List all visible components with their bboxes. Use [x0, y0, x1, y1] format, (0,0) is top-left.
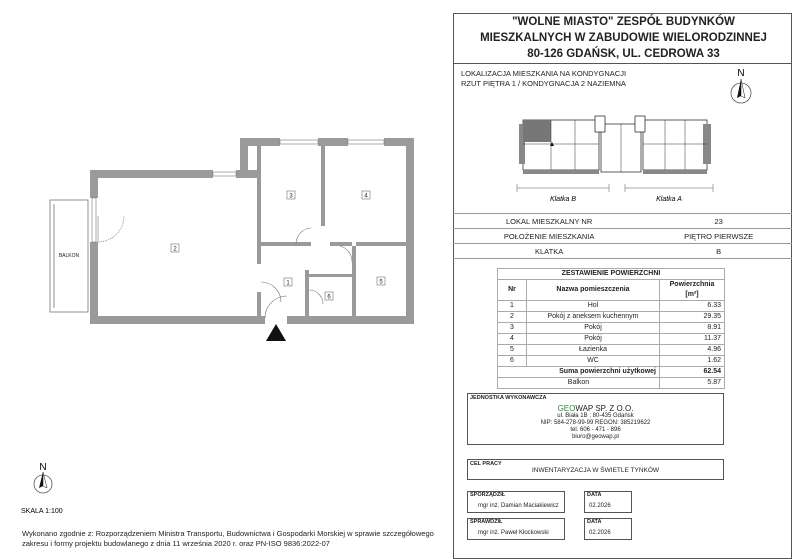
- balcony-row: Balkon 5.87: [498, 378, 725, 389]
- checked-date: 02.2026: [589, 530, 611, 536]
- klatka-b-label: Klatka B: [549, 196, 577, 203]
- project-title: "WOLNE MIASTO" ZESPÓŁ BUDYNKÓW MIESZKALNYCH W ZABUDOWIE WIELORODZINNEJ 80-126 GDAŃSK, UL. CEDROWA 33: [480, 16, 767, 60]
- regulation-footer: Wykonano zgodnie z: Rozporządzeniem Ministra Transportu, Budownictwa i Gospodarki Morskiej w sprawie szczegółowego zakresu i formy projektu budowlanego z dnia 11 września 2020 r. oraz PN-ISO 9836:2022-07: [22, 529, 434, 548]
- area-table-heading: ZESTAWIENIE POWIERZCHNI: [498, 269, 725, 280]
- prepared-by-name: mgr inż. Damian Maciakiewicz: [478, 503, 559, 509]
- room-label-1: 1: [286, 280, 290, 287]
- purpose-heading: CEL PRACY: [470, 461, 502, 467]
- company-name-rest: WAP SP. Z O.O.: [575, 404, 634, 413]
- table-row: 6 WC 1.62: [498, 356, 725, 367]
- klatka-a-label: Klatka A: [656, 196, 682, 203]
- apartment-info-table: [453, 213, 792, 259]
- balcony-label: BALKON: [58, 253, 80, 259]
- svg-text:N: N: [737, 68, 745, 79]
- table-row: 1 Hol 6.33: [498, 301, 725, 312]
- prepared-by-label: SPORZĄDZIŁ: [470, 492, 506, 498]
- room-label-6: 6: [327, 294, 331, 301]
- company-name-geo: GEO: [557, 404, 576, 413]
- info-row: POŁOŻENIE MIESZKANIA PIĘTRO PIERWSZE: [453, 229, 792, 244]
- table-row: 5 Łazienka 4.96: [498, 345, 725, 356]
- contractor-heading: JEDNOSTKA WYKONAWCZA: [470, 395, 547, 401]
- prepared-date: 02.2026: [589, 503, 611, 509]
- checked-by-name: mgr inż. Paweł Kłockowski: [478, 530, 549, 536]
- prepared-date-label: DATA: [587, 492, 602, 498]
- table-row: 2 Pokój z aneksem kuchennym 29.35: [498, 312, 725, 323]
- svg-text:N: N: [39, 462, 47, 473]
- sum-row: Suma powierzchni użytkowej 62.54: [498, 367, 725, 378]
- room-label-5: 5: [379, 279, 383, 286]
- purpose-value: INWENTARYZACJA W ŚWIETLE TYNKÓW: [531, 467, 660, 474]
- north-arrow-icon: [34, 462, 52, 493]
- info-row: LOKAL MIESZKALNY NR 23: [453, 214, 792, 229]
- apartment-highlight: [523, 120, 551, 142]
- north-arrow-icon: [724, 66, 758, 112]
- location-description: LOKALIZACJA MIESZKANIA NA KONDYGNACJI RZUT PIĘTRA 1 / KONDYGNACJA 2 NAZIEMNA: [461, 69, 627, 88]
- entrance-arrow-icon: [266, 324, 286, 341]
- info-row: KLATKA B: [453, 244, 792, 259]
- room-label-4: 4: [364, 193, 368, 200]
- contractor-details: GEOWAP SP. Z O.O. ul. Biała 1B ; 80-435 Gdańsk NIP: 584-278-99-99 REGON: 385219622 tel. 606 - 471 - 896 biuro@geowap.pl: [540, 404, 651, 440]
- checked-by-label: SPRAWDZIŁ: [470, 519, 503, 525]
- scale-label: SKALA 1:100: [21, 508, 63, 515]
- key-plan: [505, 110, 735, 208]
- checked-date-label: DATA: [587, 519, 602, 525]
- room-label-3: 3: [289, 193, 293, 200]
- room-label-2: 2: [173, 246, 177, 253]
- area-summary-table: ZESTAWIENIE POWIERZCHNI Nr Nazwa pomieszczenia Powierzchnia [m²] 1 Hol 6.33 2 Pokój z aneksem kuchennym 29.35 3 Pokój 8.91 4 Pokój 11.37 5 Łazienka 4.96 6 WC 1.62 Suma powierzchni użytkowej 62.54 Balkon 5.87: [497, 268, 725, 389]
- table-row: 3 Pokój 8.91: [498, 323, 725, 334]
- table-row: 4 Pokój 11.37: [498, 334, 725, 345]
